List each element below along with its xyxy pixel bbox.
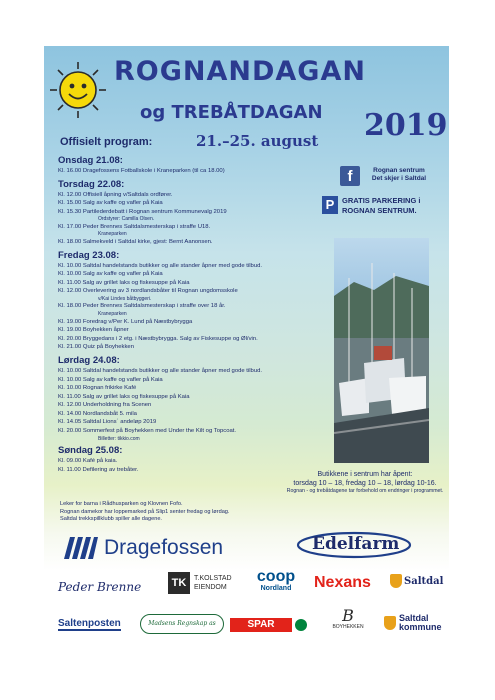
event-item: Kl. 11.00 Salg av grillet laks og fiskesuppe på Kaia — [58, 393, 190, 400]
parking-text — [342, 196, 420, 215]
event-note: v/Kai Lindes båtbyggeri. — [98, 295, 152, 302]
kommune-name-2: kommune — [399, 622, 442, 632]
tkolstad-logo-icon: TK — [168, 572, 190, 594]
opening-hours-times: torsdag 10 – 18, fredag 10 – 18, lørdag 10-16. — [293, 480, 437, 487]
disclaimer: Rognan - og trebåtdagene tar forbehold om endringer i programmet. — [286, 488, 444, 494]
program-heading: Offisielt program: — [60, 136, 153, 148]
facebook-icon: f — [340, 166, 360, 186]
sponsor-nexans: Nexans — [314, 574, 371, 591]
opening-hours — [280, 470, 449, 495]
kommune-shield-icon — [384, 616, 396, 630]
event-dates: 21.–25. august — [196, 132, 319, 150]
day-heading: Fredag 23.08: — [58, 249, 120, 261]
info-line: Saltdal trekkspillklubb spiller alle dagene. — [60, 516, 162, 523]
event-item: Kl. 17.00 Peder Brennes Saltdalsmesterskap i straffe U18. — [58, 223, 211, 230]
event-item: Kl. 10.00 Saltdal handelstands butikker og alle stander åpner med gode tilbud. — [58, 367, 263, 374]
event-item: Kl. 10.00 Rognan frikirke Kafé — [58, 385, 137, 392]
event-item: Kl. 12.00 Underholdning fra Scenen — [58, 402, 152, 409]
saltdal-shield-icon — [390, 574, 402, 588]
sponsor-dragefossen — [64, 536, 223, 560]
title-rognandagan: ROGNANDAGAN — [114, 56, 366, 87]
title-year: 2019 — [364, 108, 448, 143]
event-item: Kl. 20.00 Bryggedans i 2 etg. i Næstbybrygga. Salg av Fiskesuppe og Øl/vin. — [58, 335, 258, 342]
sponsor-saltdal — [390, 574, 443, 588]
coop-sub: Nordland — [260, 585, 292, 592]
coop-name: coop — [256, 568, 296, 585]
event-item: Kl. 11.00 Salg av grillet laks og fiskesuppe på Kaia — [58, 279, 190, 286]
event-item: Kl. 14.05 Saltdal Lions´ andeløp 2019 — [58, 419, 157, 426]
title-trebatdagan: og TREBÅTDAGAN — [140, 102, 323, 123]
sponsor-saltenposten: Saltenposten — [58, 618, 121, 629]
sponsor-tkolstad — [168, 572, 232, 594]
dragefossen-logo-icon — [64, 537, 98, 559]
event-item: Kl. 12.00 Offisiell åpning v/Saltdals ordfører. — [58, 191, 173, 198]
poster — [44, 46, 449, 656]
event-note: Billetter: tikkio.com — [98, 435, 140, 442]
sponsor-peder-brenne: Peder Brenne — [58, 580, 142, 594]
info-line: Rognan damekor har loppemarked på Slip1 senter fredag og lørdag. — [60, 508, 230, 515]
event-item: Kl. 10.00 Saltdal handelstands butikker og alle stander åpner med gode tilbud. — [58, 262, 263, 269]
sponsor-spar — [230, 618, 307, 632]
event-item: Kl. 20.00 Sommerfest på Boyhekken med Under the Kilt og Topcoat. — [58, 428, 237, 435]
event-item: Kl. 10.00 Salg av kaffe og vafler på Kaia — [58, 271, 163, 278]
tkolstad-name: T.KOLSTAD — [194, 575, 232, 582]
info-line: Leker for barna i Rådhusparken og Klovnen Fofo. — [60, 501, 183, 507]
kommune-name-1: Saltdal — [399, 613, 429, 623]
day-heading: Søndag 25.08: — [58, 445, 123, 457]
event-note: Kraneparken — [98, 231, 127, 238]
info-block — [60, 501, 229, 524]
event-item: Kl. 12.00 Overlevering av 3 nordlandsbåter til Rognan ungdomsskole — [58, 288, 238, 295]
event-item: Kl. 14.00 Nordlandsbåt 5. mila — [58, 410, 137, 417]
tkolstad-sub: EIENDOM — [194, 584, 227, 591]
event-item: Kl. 15.30 Partilederdebatt i Rognan sentrum Kommunevalg 2019 — [58, 208, 227, 215]
program-list — [58, 152, 343, 474]
saltdal-name: Saltdal — [404, 575, 444, 587]
day-heading: Lørdag 24.08: — [58, 354, 120, 366]
sponsor-coop — [248, 568, 304, 592]
event-item: Kl. 19.00 Foredrag v/Per K. Lund på Næstbybrygga — [58, 318, 193, 325]
day-heading: Onsdag 21.08: — [58, 155, 123, 166]
sponsor-saltdal-kommune — [384, 614, 442, 632]
dragefossen-name: Dragefossen — [104, 536, 224, 559]
spar-tree-icon — [295, 619, 307, 631]
parking-line1: GRATIS PARKERING i — [342, 196, 421, 205]
harbour-photo — [334, 238, 429, 463]
facebook-line1: Rognan sentrum — [373, 167, 425, 174]
opening-hours-title: Butikkene i sentrum har åpent: — [317, 471, 413, 478]
sponsor-boyhekken — [328, 608, 368, 630]
sponsor-edelfarm — [294, 530, 414, 560]
event-item: Kl. 16.00 Dragefossens Fotballskole i Kraneparken (til ca 18.00) — [58, 168, 225, 174]
event-item: Kl. 15.00 Salg av kaffe og vafler på Kaia — [58, 200, 163, 207]
sponsor-madsens: Madsens Regnskap as — [140, 614, 224, 634]
event-item: Kl. 09.00 Kafé på kaia. — [58, 458, 118, 465]
day-heading: Torsdag 22.08: — [58, 178, 125, 190]
event-note: Kraneparken — [98, 311, 127, 318]
event-item: Kl. 11.00 Defilering av trebåter. — [58, 466, 139, 473]
event-item: Kl. 18.00 Salmekveld i Saltdal kirke, gjest: Bernt Aanonsen. — [58, 238, 213, 245]
event-item: Kl. 10.00 Salg av kaffe og vafler på Kaia — [58, 376, 163, 383]
parking-line2: ROGNAN SENTRUM. — [342, 205, 417, 215]
event-note: Ordstyrer: Camilla Olsen. — [98, 216, 155, 223]
parking-icon: P — [322, 196, 338, 214]
boyhekken-name: BOYHEKKEN — [332, 624, 364, 630]
edelfarm-name: Edelfarm — [312, 534, 400, 554]
event-item: Kl. 18.00 Peder Brennes Saltdalsmesterskap i straffe over 18 år. — [58, 303, 226, 310]
event-item: Kl. 21.00 Quiz på Boyhekken — [58, 344, 134, 351]
facebook-line2: Det skjer i Saltdal — [371, 175, 427, 182]
boyhekken-b-icon: B — [342, 606, 354, 625]
sun-icon — [48, 60, 108, 120]
facebook-text — [364, 167, 434, 183]
spar-name: SPAR — [230, 618, 292, 632]
event-item: Kl. 19.00 Boyhekken åpner — [58, 327, 129, 334]
